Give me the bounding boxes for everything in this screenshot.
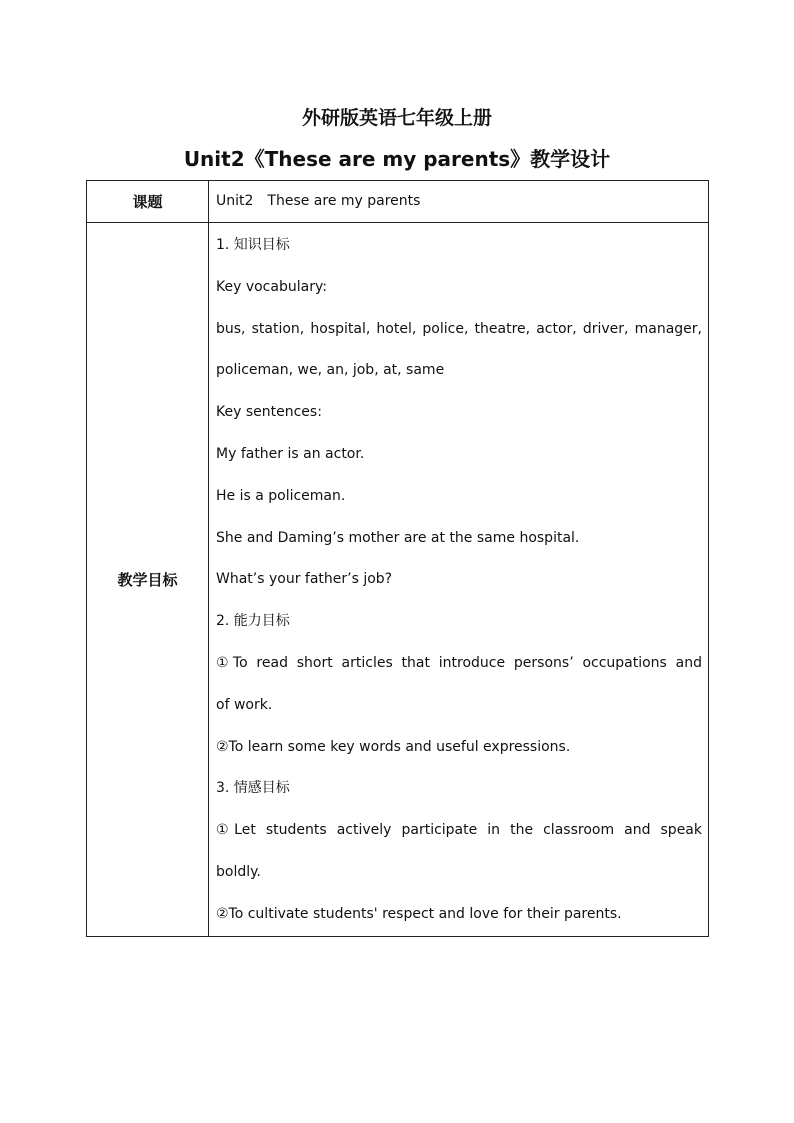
ability-goal-line: ②To learn some key words and useful expressions.: [216, 738, 571, 755]
goals-label: 教学目标: [87, 223, 209, 937]
vocabulary-line: policeman, we, an, job, at, same: [216, 362, 445, 379]
key-sentence: What’s your father’s job?: [216, 571, 393, 588]
emotion-goal-line: ②To cultivate students' respect and love for their parents.: [216, 905, 622, 922]
goals-cell: [209, 223, 709, 937]
key-sentence: He is a policeman.: [216, 487, 346, 504]
document-subtitle: Unit2《These are my parents》教学设计: [183, 147, 611, 171]
ability-goal-line: of work.: [216, 696, 273, 713]
key-sentence: My father is an actor.: [216, 445, 365, 462]
emotion-goal-line: ①Let students actively participate in the classroom and speak: [216, 822, 702, 839]
document-title: 外研版英语七年级上册: [301, 107, 492, 129]
emotion-goal-line: boldly.: [216, 863, 261, 880]
goals-content: [216, 223, 702, 936]
goal-heading-ability: 2. 能力目标: [216, 613, 290, 630]
key-sentence: She and Daming’s mother are at the same hospital.: [216, 529, 580, 546]
vocabulary-line: bus, station, hospital, hotel, police, theatre, actor, driver, manager,: [216, 320, 702, 337]
ability-goal-line: ①To read short articles that introduce persons’ occupations and: [216, 654, 702, 671]
topic-value: Unit2 These are my parents: [209, 181, 709, 223]
key-vocabulary-label: Key vocabulary:: [216, 278, 327, 295]
goal-heading-knowledge: 1. 知识目标: [216, 237, 290, 253]
key-sentences-label: Key sentences:: [216, 404, 322, 421]
table-row-topic: [87, 181, 709, 223]
goal-heading-emotion: 3. 情感目标: [216, 780, 290, 797]
lesson-plan-table: [86, 180, 709, 937]
topic-label: 课题: [87, 181, 209, 223]
table-row-goals: [87, 223, 709, 937]
